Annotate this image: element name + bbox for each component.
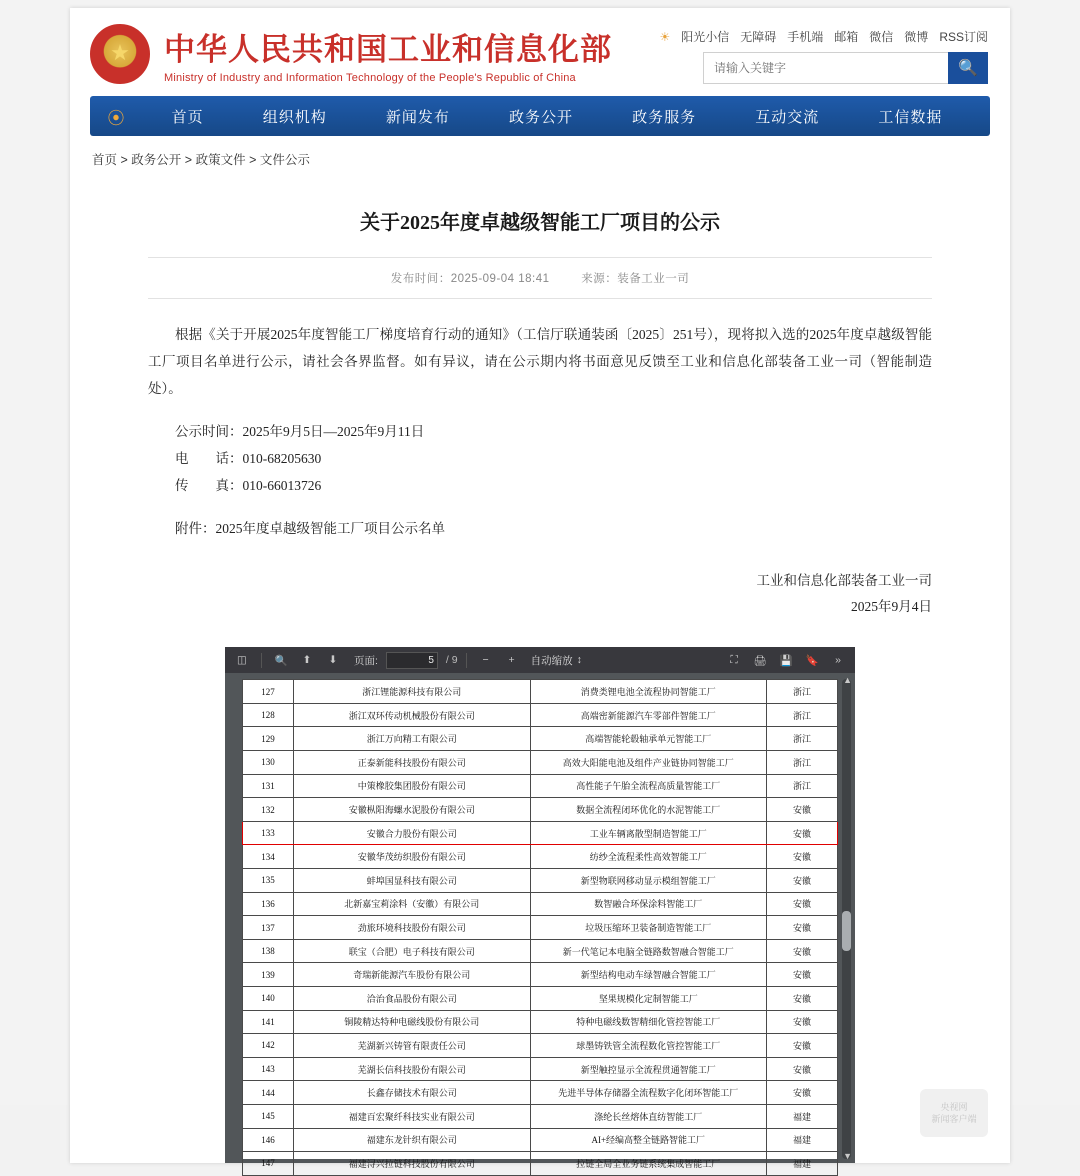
article — [148, 188, 932, 619]
cell-index: 131 — [243, 774, 294, 798]
table-row — [243, 703, 838, 727]
table-row — [243, 987, 838, 1011]
cell-province: 安徽 — [767, 892, 838, 916]
pdf-body — [225, 673, 855, 1169]
cell-company: 正泰新能科技股份有限公司 — [294, 751, 531, 775]
table-row — [243, 1152, 838, 1176]
top-utility-links — [659, 28, 988, 45]
cell-province: 浙江 — [767, 680, 838, 704]
table-row — [243, 680, 838, 704]
cell-project: 纺纱全流程柔性高效智能工厂 — [530, 845, 767, 869]
breadcrumb-sep-0: > — [120, 153, 132, 167]
cell-company: 芜湖长信科技股份有限公司 — [294, 1057, 531, 1081]
cell-project: 涤纶长丝熔体直纺智能工厂 — [530, 1104, 767, 1128]
nav-item-interaction[interactable]: 互动交流 — [755, 108, 820, 126]
zoom-in-icon[interactable]: + — [508, 654, 515, 667]
watermark — [920, 1089, 988, 1137]
site-title-en: Ministry of Industry and Information Technology of the People's Republic of China — [164, 72, 576, 84]
cell-province: 安徽 — [767, 845, 838, 869]
cell-province: 安徽 — [767, 1034, 838, 1058]
cell-project: 数智融合环保涂料智能工厂 — [530, 892, 767, 916]
cell-company: 劲旅环境科技股份有限公司 — [294, 916, 531, 940]
breadcrumb-sep-2: > — [249, 153, 260, 167]
project-list-body — [243, 680, 838, 1175]
watermark-line-1: 央视网 — [940, 1101, 968, 1112]
cell-province: 浙江 — [767, 774, 838, 798]
cell-province: 安徽 — [767, 963, 838, 987]
chevron-updown-icon[interactable]: ↕ — [576, 654, 582, 667]
top-link-5[interactable]: 微博 — [904, 30, 929, 44]
scroll-down-icon[interactable]: ▼ — [843, 1151, 852, 1162]
nav-items — [142, 106, 990, 127]
table-row — [243, 821, 838, 845]
cell-province: 浙江 — [767, 727, 838, 751]
table-row — [243, 1128, 838, 1152]
cell-index: 143 — [243, 1057, 294, 1081]
cell-project: 高端智能轮毂轴承单元智能工厂 — [530, 727, 767, 751]
cell-company: 安徽枞阳海螺水泥股份有限公司 — [294, 798, 531, 822]
cell-project: 新一代笔记本电脑全链路数智融合智能工厂 — [530, 939, 767, 963]
site-title-cn: 中华人民共和国工业和信息化部 — [164, 32, 612, 67]
breadcrumb — [92, 150, 1010, 168]
download-icon[interactable]: 💾 — [779, 654, 793, 667]
page-down-icon[interactable]: ⬇ — [328, 654, 338, 667]
table-row — [243, 869, 838, 893]
cell-index: 133 — [243, 821, 294, 845]
project-list-table — [242, 679, 838, 1175]
signature-organization: 工业和信息化部装备工业一司 — [756, 573, 932, 588]
cell-index: 141 — [243, 1010, 294, 1034]
cell-province: 安徽 — [767, 1081, 838, 1105]
cell-index: 135 — [243, 869, 294, 893]
cell-province: 安徽 — [767, 798, 838, 822]
cell-company: 联宝（合肥）电子科技有限公司 — [294, 939, 531, 963]
cell-project: 垃圾压缩环卫装备制造智能工厂 — [530, 916, 767, 940]
zoom-level-select[interactable]: 自动缩放 — [530, 654, 573, 667]
cell-province: 安徽 — [767, 916, 838, 940]
main-nav — [90, 96, 990, 136]
pdf-toolbar — [225, 647, 855, 673]
cell-index: 140 — [243, 987, 294, 1011]
page-total-label: / 9 — [445, 654, 458, 667]
table-row — [243, 774, 838, 798]
cell-index: 138 — [243, 939, 294, 963]
cell-project: 先进半导体存储器全流程数字化闭环智能工厂 — [530, 1081, 767, 1105]
cell-project: 拉链全局全业务链系统集成智能工厂 — [530, 1152, 767, 1176]
top-link-1[interactable]: 无障碍 — [740, 30, 777, 44]
cell-company: 长鑫存储技术有限公司 — [294, 1081, 531, 1105]
nav-item-government-services[interactable]: 政务服务 — [632, 108, 697, 126]
sidebar-toggle-icon[interactable]: ◫ — [237, 654, 247, 667]
cell-index: 129 — [243, 727, 294, 751]
table-row — [243, 845, 838, 869]
page-up-icon[interactable]: ⬆ — [302, 654, 312, 667]
cell-index: 136 — [243, 892, 294, 916]
cell-company: 浙江万向精工有限公司 — [294, 727, 531, 751]
more-tools-icon[interactable]: » — [835, 654, 841, 667]
page-number-label: 页面: — [354, 654, 378, 667]
table-row — [243, 892, 838, 916]
cell-company: 洽治食品股份有限公司 — [294, 987, 531, 1011]
cell-province: 安徽 — [767, 1010, 838, 1034]
cell-index: 147 — [243, 1152, 294, 1176]
cell-province: 安徽 — [767, 821, 838, 845]
breadcrumb-item-3[interactable]: 文件公示 — [259, 153, 310, 167]
cell-province: 安徽 — [767, 1057, 838, 1081]
attachment-line[interactable]: 附件：2025年度卓越级智能工厂项目公示名单 — [175, 521, 445, 536]
cell-company: 福建浔兴拉链科技股份有限公司 — [294, 1152, 531, 1176]
cell-project: 数据全流程闭环优化的水泥智能工厂 — [530, 798, 767, 822]
bookmark-icon[interactable]: 🔖 — [805, 654, 819, 667]
cell-index: 134 — [243, 845, 294, 869]
top-link-6[interactable]: RSS订阅 — [939, 30, 988, 44]
breadcrumb-sep-1: > — [184, 153, 196, 167]
sun-icon: ☀ — [659, 29, 671, 44]
search-icon: 🔍 — [958, 60, 978, 77]
breadcrumb-item-0[interactable]: 首页 — [92, 153, 118, 167]
cell-company: 芜湖新兴铸管有限责任公司 — [294, 1034, 531, 1058]
top-link-2[interactable]: 手机端 — [787, 30, 824, 44]
breadcrumb-item-1[interactable]: 政务公开 — [131, 153, 182, 167]
pdf-scrollbar[interactable] — [842, 679, 852, 1162]
cell-index: 142 — [243, 1034, 294, 1058]
table-row — [243, 1081, 838, 1105]
table-row — [243, 1034, 838, 1058]
cell-province: 安徽 — [767, 939, 838, 963]
article-source: 来源：装备工业一司 — [581, 273, 690, 285]
table-row — [243, 751, 838, 775]
cell-company: 浙江锂能源科技有限公司 — [294, 680, 531, 704]
site-title-block — [164, 24, 612, 84]
cell-index: 145 — [243, 1104, 294, 1128]
cell-company: 蚌埠国显科技有限公司 — [294, 869, 531, 893]
search-input[interactable] — [703, 52, 948, 84]
cell-province: 福建 — [767, 1128, 838, 1152]
cell-project: 新型物联网移动显示模组智能工厂 — [530, 869, 767, 893]
cell-project: 新型结构电动车绿智融合智能工厂 — [530, 963, 767, 987]
page-sheet — [70, 8, 1010, 1169]
notice-period: 公示时间：2025年9月5日—2025年9月11日 — [175, 424, 425, 439]
cell-province: 浙江 — [767, 703, 838, 727]
breadcrumb-item-2[interactable]: 政策文件 — [195, 153, 246, 167]
cell-province: 安徽 — [767, 869, 838, 893]
top-link-3[interactable]: 邮箱 — [834, 30, 859, 44]
cell-company: 奇瑞新能源汽车股份有限公司 — [294, 963, 531, 987]
search-button[interactable] — [948, 52, 988, 84]
contact-tel: 电 话：010-68205630 — [175, 451, 322, 466]
site-logo[interactable] — [90, 24, 612, 84]
cell-province: 浙江 — [767, 751, 838, 775]
zoom-out-icon[interactable]: − — [482, 654, 489, 667]
cell-province: 安徽 — [767, 987, 838, 1011]
cell-index: 137 — [243, 916, 294, 940]
scroll-up-icon[interactable]: ▲ — [843, 675, 852, 686]
presentation-mode-icon[interactable]: ⛶ — [730, 653, 738, 666]
cell-company: 铜陵精达特种电磁线股份有限公司 — [294, 1010, 531, 1034]
publish-time: 发布时间：2025-09-04 18:41 — [390, 273, 550, 285]
nav-item-government-disclosure[interactable]: 政务公开 — [508, 108, 573, 126]
print-icon[interactable]: 🖨 — [753, 654, 767, 667]
cell-company: 安徽华茂纺织股份有限公司 — [294, 845, 531, 869]
table-row — [243, 1010, 838, 1034]
nav-brand-icon: ⦿ — [107, 108, 125, 128]
table-row — [243, 798, 838, 822]
cell-project: 高效大阳能电池及组件产业链协同智能工厂 — [530, 751, 767, 775]
article-paragraph-1: 根据《关于开展2025年度智能工厂梯度培育行动的通知》（工信厅联通装函〔2025〕251号），现将拟入选的2025年度卓越级智能工厂项目名单进行公示，请社会各界监督。如有异议，请在公示期内将书面意见反馈至工业和信息化部装备工业一司（智能制造处）。 — [148, 327, 932, 396]
cell-company: 北新嘉宝莉涂料（安徽）有限公司 — [294, 892, 531, 916]
cell-company: 中策橡胶集团股份有限公司 — [294, 774, 531, 798]
cell-project: 高性能子午胎全流程高质量智能工厂 — [530, 774, 767, 798]
cell-province: 福建 — [767, 1104, 838, 1128]
site-search — [703, 52, 988, 84]
national-emblem-icon — [90, 24, 150, 84]
table-row — [243, 916, 838, 940]
cell-project: 坚果规模化定制智能工厂 — [530, 987, 767, 1011]
signature-date: 2025年9月4日 — [851, 598, 932, 614]
page-number-input[interactable] — [386, 652, 438, 669]
cell-project: AI+经编高整全链路智能工厂 — [530, 1128, 767, 1152]
cell-project: 消费类锂电池全流程协同智能工厂 — [530, 680, 767, 704]
cell-index: 144 — [243, 1081, 294, 1105]
cell-company: 安徽合力股份有限公司 — [294, 821, 531, 845]
table-row — [243, 963, 838, 987]
table-row — [243, 1104, 838, 1128]
cell-index: 128 — [243, 703, 294, 727]
watermark-line-2: 新闻客户端 — [931, 1114, 977, 1125]
toolbar-divider — [261, 653, 262, 668]
article-signature — [148, 568, 932, 619]
page-title: 关于2025年度卓越级智能工厂项目的公示 — [360, 212, 720, 234]
nav-item-home[interactable]: 首页 — [171, 108, 204, 126]
search-icon[interactable]: 🔍 — [274, 654, 288, 667]
cell-project: 特种电磁线数智精细化管控智能工厂 — [530, 1010, 767, 1034]
site-header — [70, 8, 1010, 96]
cell-index: 139 — [243, 963, 294, 987]
article-body — [148, 299, 932, 619]
contact-fax: 传 真：010-66013726 — [175, 478, 322, 493]
cell-project: 球墨铸铁管全流程数化管控智能工厂 — [530, 1034, 767, 1058]
pdf-viewer — [225, 647, 855, 1169]
pdf-page — [242, 679, 838, 1169]
cell-project: 高端密新能源汽车零部件智能工厂 — [530, 703, 767, 727]
nav-item-news[interactable]: 新闻发布 — [385, 108, 450, 126]
cell-index: 132 — [243, 798, 294, 822]
cell-province: 福建 — [767, 1152, 838, 1176]
cell-project: 工业车辆离散型制造智能工厂 — [530, 821, 767, 845]
cell-company: 福建百宏聚纤科技实业有限公司 — [294, 1104, 531, 1128]
nav-item-organization[interactable]: 组织机构 — [262, 108, 327, 126]
cell-company: 福建东龙针织有限公司 — [294, 1128, 531, 1152]
cell-index: 146 — [243, 1128, 294, 1152]
top-link-0[interactable]: 阳光小信 — [681, 30, 730, 44]
table-row — [243, 727, 838, 751]
table-row — [243, 1057, 838, 1081]
top-link-4[interactable]: 微信 — [869, 30, 894, 44]
pdf-scrollbar-thumb[interactable] — [842, 911, 851, 951]
cell-index: 127 — [243, 680, 294, 704]
table-row — [243, 939, 838, 963]
cell-index: 130 — [243, 751, 294, 775]
cell-company: 浙江双环传动机械股份有限公司 — [294, 703, 531, 727]
toolbar-divider-2 — [466, 653, 467, 668]
nav-item-data[interactable]: 工信数据 — [878, 108, 943, 126]
article-meta — [148, 257, 932, 299]
cell-project: 新型触控显示全流程贯通智能工厂 — [530, 1057, 767, 1081]
